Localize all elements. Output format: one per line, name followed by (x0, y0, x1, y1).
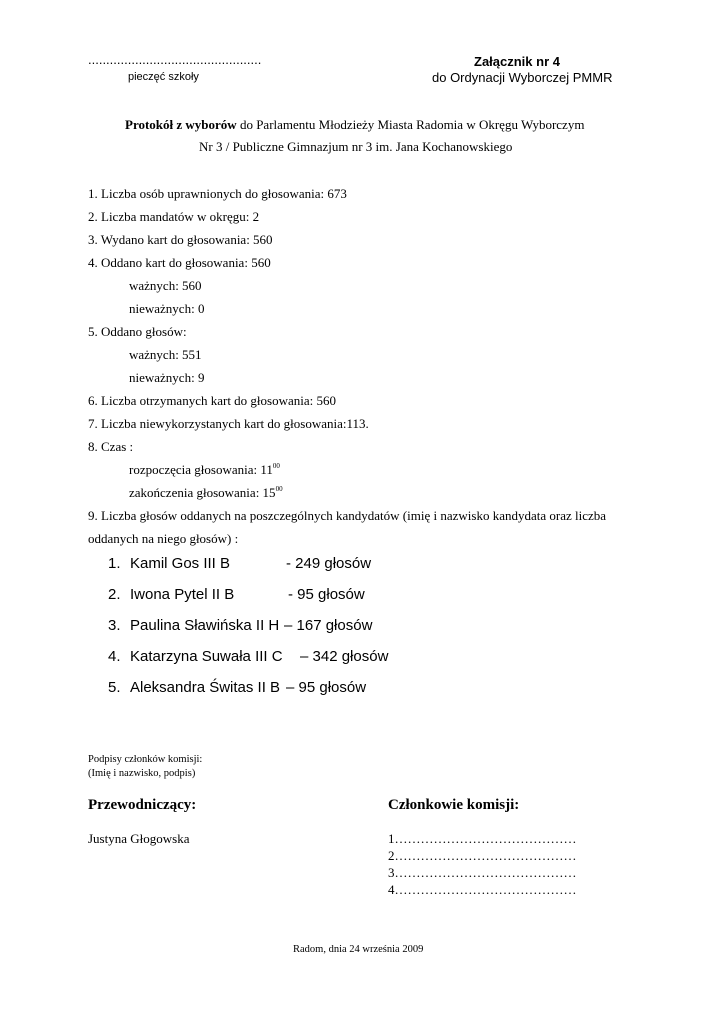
document-title-line2: Nr 3 / Publiczne Gimnazjum nr 3 im. Jana Kochanowskiego (199, 139, 513, 154)
member-signature-line: 1…………………………………… (388, 831, 577, 846)
candidate-number: 2. (108, 586, 121, 603)
time-start-text: rozpoczęcia głosowania: 11 (129, 462, 273, 477)
item-cards-valid: ważnych: 560 (129, 278, 202, 293)
candidate-row (108, 586, 365, 603)
footer-place-date: Radom, dnia 24 września 2009 (293, 944, 424, 955)
time-start-minutes: 00 (272, 462, 280, 470)
item-candidate-votes-line1: 9. Liczba głosów oddanych na poszczególnych kandydatów (imię i nazwisko kandydata oraz liczba (88, 508, 607, 523)
candidate-votes: – 167 głosów (284, 617, 373, 634)
document-title-line1 (125, 117, 584, 133)
item-mandates: 2. Liczba mandatów w okręgu: 2 (88, 209, 260, 224)
item-votes-cast: 5. Oddano głosów: (88, 324, 187, 339)
annex-subtitle: do Ordynacji Wyborczej PMMR (432, 70, 613, 85)
candidate-number: 5. (108, 679, 121, 696)
candidate-name: Kamil Gos III B (130, 555, 231, 572)
candidate-number: 3. (108, 617, 121, 634)
candidate-name: Paulina Sławińska II H (130, 617, 280, 634)
item-cards-unused: 7. Liczba niewykorzystanych kart do głosowania:113. (88, 416, 369, 431)
candidate-name: Iwona Pytel II B (130, 586, 235, 603)
candidate-votes: – 95 głosów (286, 679, 367, 696)
item-candidate-votes-line2: oddanych na niego głosów) : (88, 531, 239, 546)
time-end-minutes: 00 (275, 485, 283, 493)
candidate-name: Katarzyna Suwała III C (130, 648, 283, 665)
candidate-row (108, 679, 366, 696)
chair-name: Justyna Głogowska (88, 831, 190, 846)
item-cards-received: 6. Liczba otrzymanych kart do głosowania: 560 (88, 393, 337, 408)
candidate-votes: - 249 głosów (286, 555, 372, 572)
item-cards-issued: 3. Wydano kart do głosowania: 560 (88, 232, 273, 247)
candidate-number: 1. (108, 555, 121, 572)
item-time: 8. Czas : (88, 439, 134, 454)
chair-heading: Przewodniczący: (88, 797, 197, 813)
item-time-start (129, 462, 280, 478)
item-cards-invalid: nieważnych: 0 (129, 301, 205, 316)
document-title-bold: Protokół z wyborów (125, 117, 237, 132)
member-signature-line: 2…………………………………… (388, 848, 577, 863)
time-end-text: zakończenia głosowania: 15 (129, 485, 276, 500)
document-title-rest: do Parlamentu Młodzieży Miasta Radomia w Okręgu Wyborczym (236, 117, 585, 132)
stamp-label: pieczęć szkoły (128, 71, 199, 83)
candidate-row (108, 555, 371, 572)
item-cards-cast: 4. Oddano kart do głosowania: 560 (88, 255, 271, 270)
members-heading: Członkowie komisji: (388, 797, 520, 813)
candidate-row (108, 648, 388, 665)
member-signature-line: 4…………………………………… (388, 882, 577, 897)
signatures-sublabel: (Imię i nazwisko, podpis) (88, 768, 196, 779)
item-eligible-voters: 1. Liczba osób uprawnionych do głosowania: 673 (88, 186, 347, 201)
item-votes-valid: ważnych: 551 (129, 347, 202, 362)
stamp-dotted-line: ................................................ (88, 52, 262, 67)
annex-title: Załącznik nr 4 (474, 54, 560, 69)
candidate-votes: – 342 głosów (300, 648, 389, 665)
item-time-end (129, 485, 283, 501)
signatures-label: Podpisy członków komisji: (88, 754, 203, 765)
candidate-name: Aleksandra Świtas II B (130, 679, 281, 696)
candidate-row (108, 617, 372, 634)
member-signature-line: 3…………………………………… (388, 865, 577, 880)
item-votes-invalid: nieważnych: 9 (129, 370, 205, 385)
candidate-votes: - 95 głosów (288, 586, 365, 603)
candidate-number: 4. (108, 648, 121, 665)
